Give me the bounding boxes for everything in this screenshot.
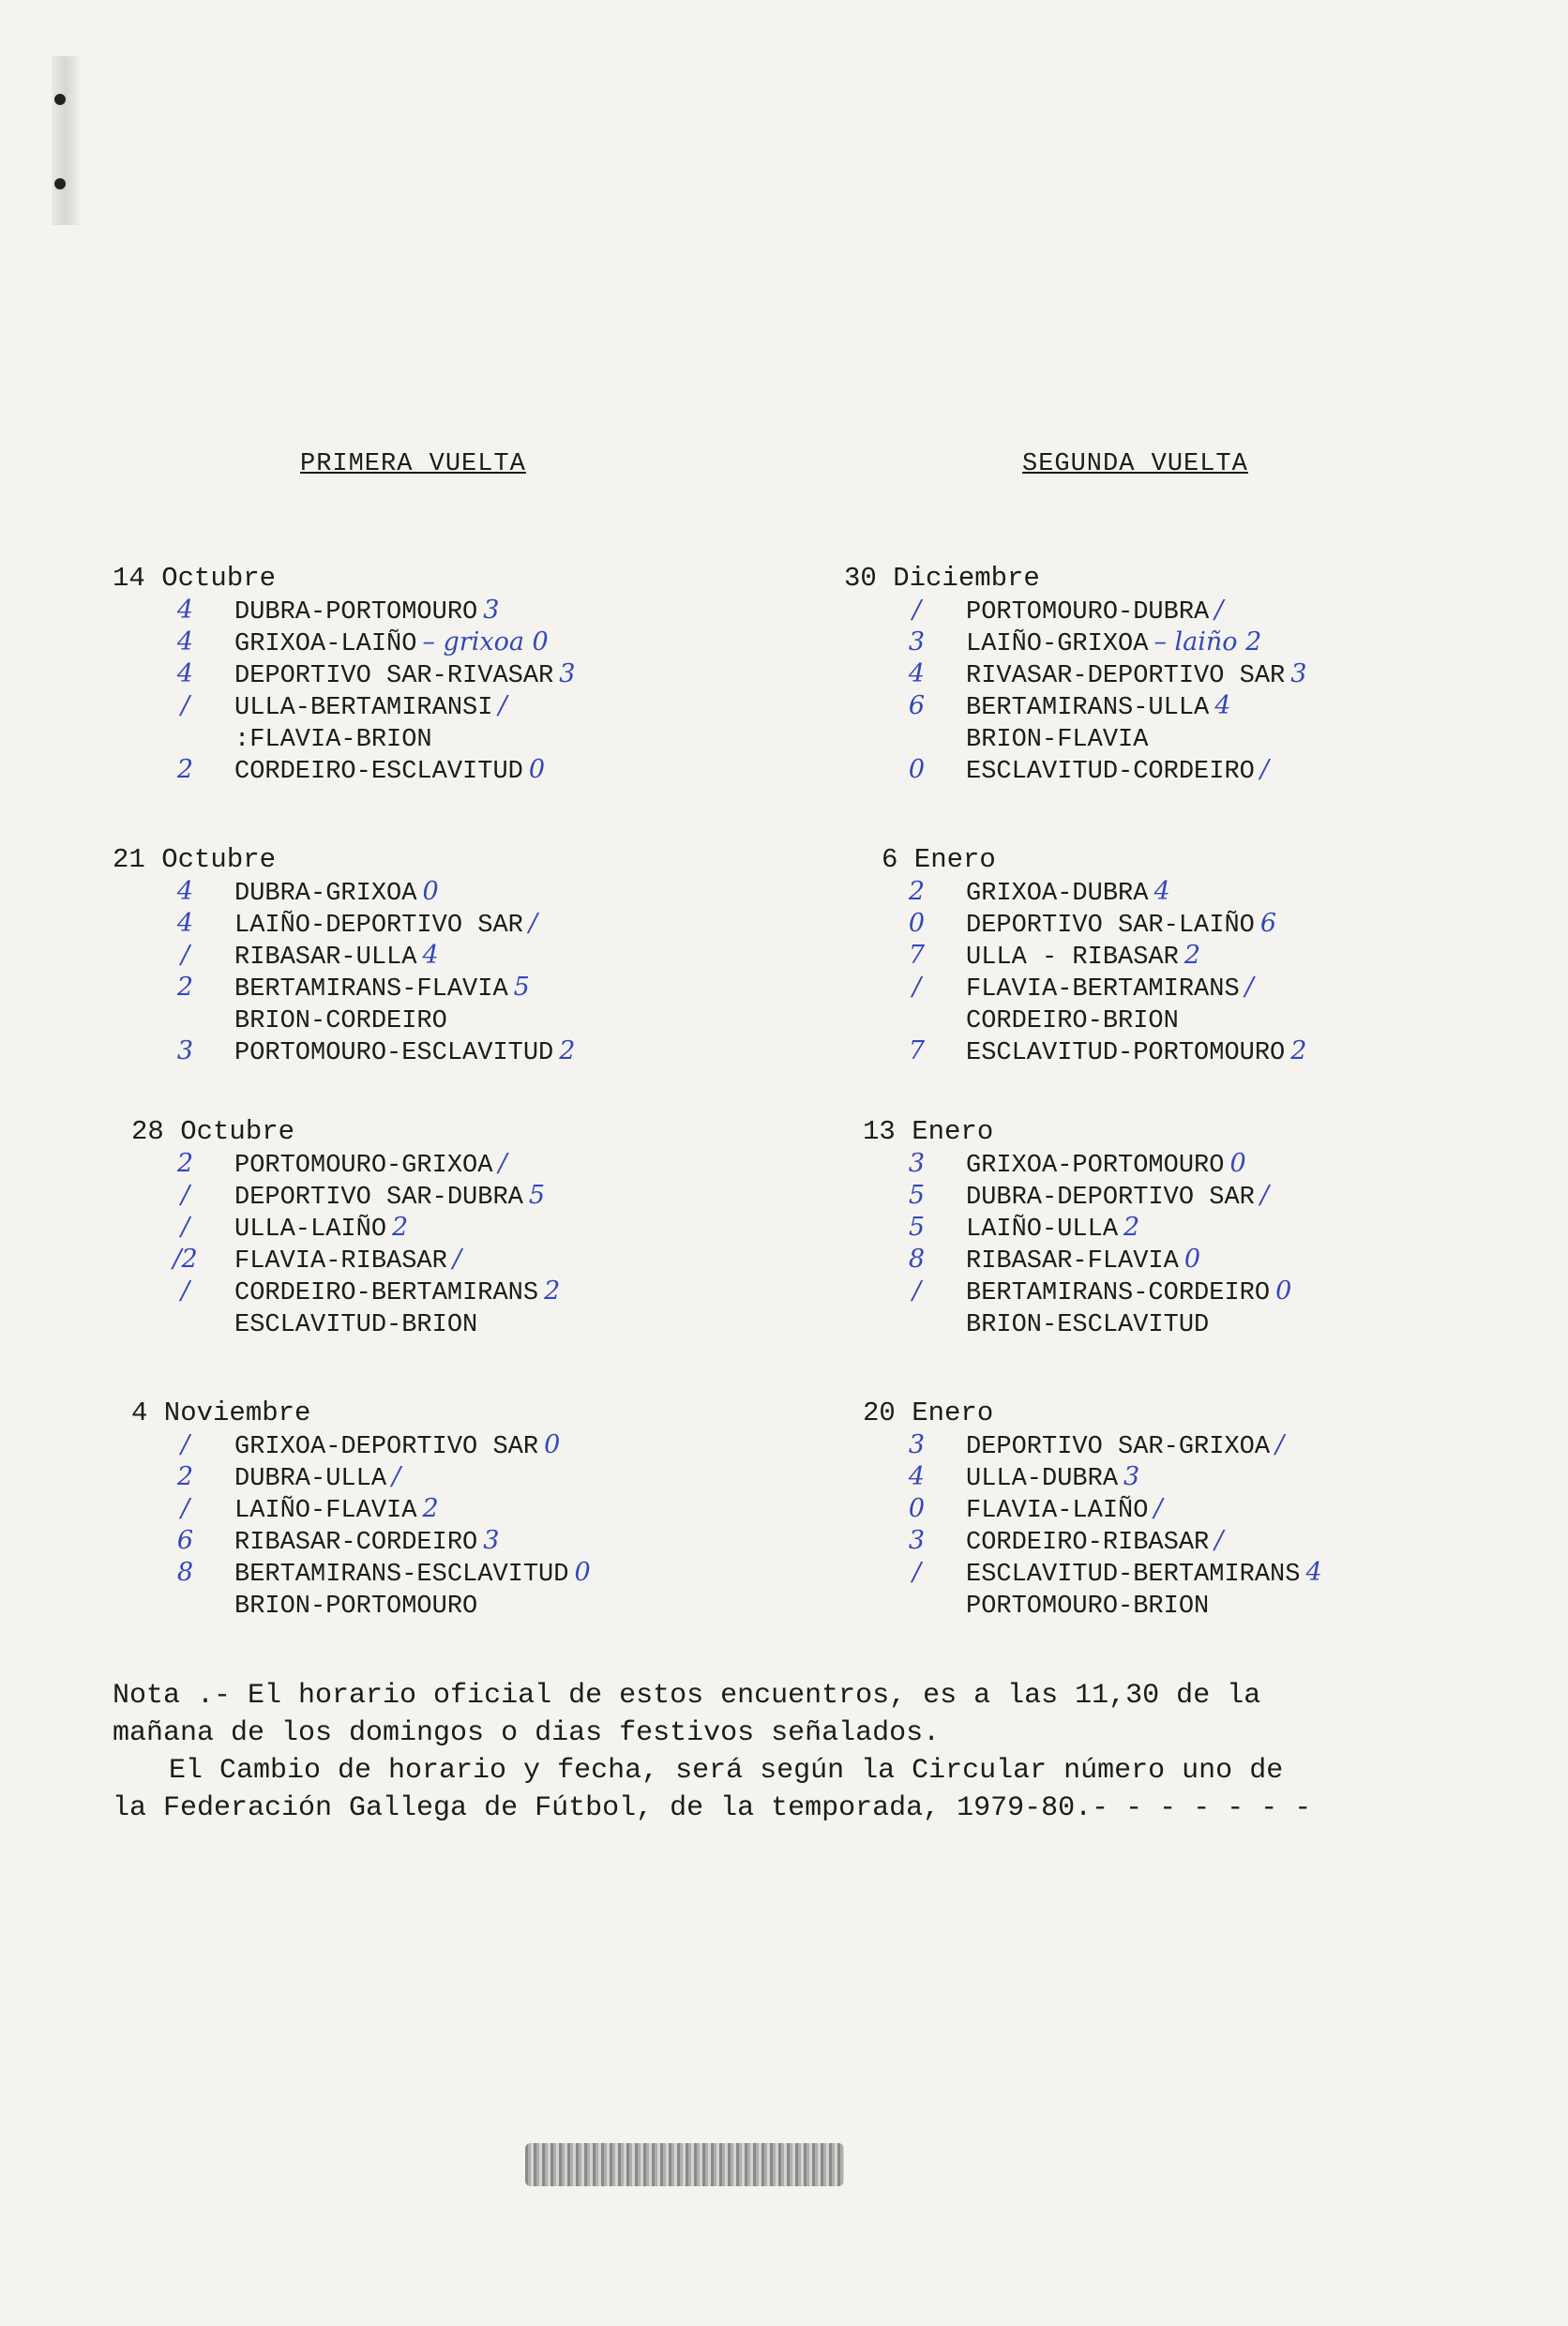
note-line: la Federación Gallega de Fútbol, de la temporada, 1979-80.- - - - - - - (113, 1792, 1312, 1824)
match-row (113, 1035, 769, 1067)
teams-text: CORDEIRO-ESCLAVITUD (234, 758, 523, 786)
handwritten-mark: / (180, 941, 190, 970)
match-teams (966, 1212, 1139, 1246)
teams-text: FLAVIA-BERTAMIRANS (966, 975, 1240, 1004)
teams-text: BERTAMIRANS-ULLA (966, 694, 1210, 722)
teams-text: ULLA-LAIÑO (234, 1216, 387, 1244)
teams-text: PORTOMOURO-BRION (966, 1593, 1210, 1621)
handwritten-mark: / (180, 1181, 190, 1210)
match-teams (234, 595, 499, 628)
handwritten-score: 0 (528, 755, 546, 784)
match-row (844, 754, 1500, 786)
match-teams (966, 876, 1170, 910)
match-row (844, 876, 1500, 908)
match-row (844, 1493, 1500, 1525)
match-teams (234, 1461, 400, 1495)
match-teams (234, 908, 537, 942)
handwritten-mark: / (180, 1213, 190, 1242)
handwritten-mark: 5 (908, 1181, 926, 1210)
match-row (113, 722, 769, 754)
teams-text: ESCLAVITUD-BRION (234, 1311, 478, 1339)
match-teams (966, 1557, 1322, 1591)
handwritten-score: 5 (513, 973, 530, 1002)
match-teams (234, 1557, 591, 1591)
teams-text: FLAVIA-LAIÑO (966, 1497, 1149, 1525)
match-row (844, 1004, 1500, 1035)
match-row (844, 722, 1500, 754)
match-row (113, 876, 769, 908)
handwritten-mark: 0 (908, 909, 926, 938)
match-teams (966, 690, 1230, 724)
ink-smudge (525, 2143, 844, 2186)
handwritten-score: 0 (544, 1430, 561, 1459)
handwritten-mark: 2 (176, 755, 194, 784)
teams-text: BRION-ESCLAVITUD (966, 1311, 1210, 1339)
match-teams (966, 1307, 1214, 1341)
match-row (113, 1212, 769, 1244)
match-teams (966, 627, 1261, 660)
handwritten-score: 4 (1305, 1558, 1322, 1587)
match-teams (234, 876, 439, 910)
handwritten-mark: 7 (908, 941, 926, 970)
handwritten-mark: 7 (908, 1036, 926, 1065)
handwritten-mark: /2 (173, 1245, 198, 1274)
handwritten-score: 2 (1184, 941, 1201, 970)
match-teams (966, 1035, 1306, 1069)
round-date: 20 Enero (863, 1397, 994, 1428)
teams-text: BRION-PORTOMOURO (234, 1593, 478, 1621)
handwritten-score: / (1259, 755, 1269, 784)
round-date: 14 Octubre (113, 563, 277, 594)
note-line: El Cambio de horario y fecha, será según la Circular número uno de (169, 1755, 1284, 1787)
match-row (844, 1429, 1500, 1461)
match-teams (234, 1276, 560, 1309)
match-row (844, 908, 1500, 940)
teams-text: PORTOMOURO-ESCLAVITUD (234, 1039, 554, 1067)
match-teams (234, 754, 545, 788)
handwritten-mark: 3 (908, 1526, 926, 1555)
match-teams (234, 1589, 483, 1623)
handwritten-score: 2 (1290, 1036, 1307, 1065)
handwritten-mark: 8 (176, 1558, 194, 1587)
teams-text: GRIXOA-LAIÑO (234, 630, 417, 658)
handwritten-score: / (1244, 973, 1254, 1002)
match-row (844, 1525, 1500, 1557)
handwritten-score: 4 (1214, 691, 1231, 720)
match-row (113, 627, 769, 658)
handwritten-score: / (498, 691, 507, 720)
match-row (113, 940, 769, 972)
match-row (113, 1004, 769, 1035)
handwritten-score: / (1275, 1430, 1285, 1459)
handwritten-mark: 4 (176, 659, 194, 688)
handwritten-mark: 6 (908, 691, 926, 720)
teams-text: LAIÑO-FLAVIA (234, 1497, 417, 1525)
teams-text: FLAVIA-RIBASAR (234, 1247, 447, 1276)
round-block (844, 1116, 1500, 1339)
handwritten-mark: 2 (908, 877, 926, 906)
round-block (113, 563, 769, 786)
match-teams (966, 1148, 1246, 1182)
match-row (844, 1276, 1500, 1307)
handwritten-mark: / (912, 973, 922, 1002)
match-teams (234, 1307, 483, 1341)
teams-text: GRIXOA-PORTOMOURO (966, 1152, 1225, 1180)
teams-text: DEPORTIVO SAR-DUBRA (234, 1184, 523, 1212)
teams-text: PORTOMOURO-DUBRA (966, 598, 1210, 627)
match-teams (966, 1004, 1184, 1037)
match-teams (234, 722, 438, 756)
handwritten-mark: / (180, 691, 190, 720)
match-row (113, 658, 769, 690)
match-teams (966, 972, 1254, 1005)
handwritten-score: 3 (559, 659, 576, 688)
match-teams (234, 1429, 560, 1463)
teams-text: DUBRA-GRIXOA (234, 880, 417, 908)
teams-text: DUBRA-DEPORTIVO SAR (966, 1184, 1255, 1212)
match-teams (234, 627, 549, 660)
match-teams (966, 1429, 1284, 1463)
match-row (844, 1461, 1500, 1493)
handwritten-mark: 3 (908, 1430, 926, 1459)
handwritten-score: 4 (422, 941, 439, 970)
match-row (113, 1461, 769, 1493)
match-row (844, 595, 1500, 627)
handwritten-score: 2 (544, 1276, 561, 1306)
teams-text: CORDEIRO-RIBASAR (966, 1529, 1210, 1557)
teams-text: ULLA-BERTAMIRANSI (234, 694, 493, 722)
match-teams (234, 658, 575, 692)
match-row (844, 1180, 1500, 1212)
teams-text: DEPORTIVO SAR-RIVASAR (234, 662, 554, 690)
match-row (844, 1244, 1500, 1276)
match-row (113, 908, 769, 940)
handwritten-mark: 2 (176, 973, 194, 1002)
match-row (844, 1212, 1500, 1244)
paper-crease (52, 56, 80, 225)
handwritten-mark: 0 (908, 1494, 926, 1523)
teams-text: BERTAMIRANS-CORDEIRO (966, 1279, 1271, 1307)
match-teams (966, 940, 1200, 974)
handwritten-score: 3 (483, 596, 500, 625)
round-block (844, 844, 1500, 1067)
round-date: 30 Diciembre (844, 563, 1040, 594)
match-teams (234, 1148, 507, 1182)
match-teams (966, 1493, 1163, 1527)
teams-text: LAIÑO-ULLA (966, 1216, 1119, 1244)
match-teams (234, 1525, 499, 1559)
match-row (113, 972, 769, 1004)
handwritten-mark: 2 (176, 1149, 194, 1178)
match-teams (234, 690, 507, 724)
match-teams (966, 1589, 1214, 1623)
footnote (113, 1677, 1463, 1827)
match-teams (966, 1461, 1139, 1495)
handwritten-score: / (1214, 1526, 1224, 1555)
teams-text: ESCLAVITUD-CORDEIRO (966, 758, 1255, 786)
match-row (113, 1307, 769, 1339)
match-row (844, 1035, 1500, 1067)
match-row (113, 1180, 769, 1212)
teams-text: DUBRA-PORTOMOURO (234, 598, 478, 627)
note-line: mañana de los domingos o dias festivos señalados. (113, 1717, 941, 1749)
match-teams (966, 908, 1276, 942)
teams-text: BERTAMIRANS-ESCLAVITUD (234, 1561, 569, 1589)
handwritten-score: / (452, 1245, 461, 1274)
match-teams (966, 1276, 1291, 1309)
handwritten-mark: 4 (176, 909, 194, 938)
round-block (113, 844, 769, 1067)
round-date: 28 Octubre (131, 1116, 295, 1147)
teams-text: RIBASAR-CORDEIRO (234, 1529, 478, 1557)
handwritten-score: 3 (1290, 659, 1307, 688)
teams-text: BRION-FLAVIA (966, 726, 1149, 754)
handwritten-score: – grixoa 0 (422, 627, 549, 657)
handwritten-score: / (498, 1149, 507, 1178)
handwritten-mark: 4 (908, 1462, 926, 1491)
handwritten-score: 0 (1275, 1276, 1292, 1306)
handwritten-mark: 3 (176, 1036, 194, 1065)
handwritten-mark: / (912, 1276, 922, 1306)
match-row (113, 1589, 769, 1621)
match-teams (966, 1525, 1223, 1559)
match-row (113, 1493, 769, 1525)
punch-hole (54, 94, 66, 105)
teams-text: ESCLAVITUD-PORTOMOURO (966, 1039, 1286, 1067)
match-teams (966, 595, 1223, 628)
teams-text: ESCLAVITUD-BERTAMIRANS (966, 1561, 1301, 1589)
handwritten-score: 4 (1153, 877, 1170, 906)
handwritten-mark: 4 (176, 877, 194, 906)
handwritten-score: / (1214, 596, 1224, 625)
handwritten-score: 0 (422, 877, 439, 906)
match-teams (234, 1035, 575, 1069)
round-block (844, 1397, 1500, 1621)
teams-text: CORDEIRO-BERTAMIRANS (234, 1279, 539, 1307)
handwritten-score: 3 (1123, 1462, 1140, 1491)
match-row (113, 690, 769, 722)
teams-text: GRIXOA-DUBRA (966, 880, 1149, 908)
handwritten-score: / (392, 1462, 401, 1491)
match-teams (966, 1180, 1269, 1214)
handwritten-score: 6 (1259, 909, 1277, 938)
handwritten-score: / (1153, 1494, 1163, 1523)
teams-text: PORTOMOURO-GRIXOA (234, 1152, 493, 1180)
handwritten-mark: 6 (176, 1526, 194, 1555)
punch-hole (54, 178, 66, 189)
handwritten-score: 2 (392, 1213, 409, 1242)
match-teams (966, 658, 1306, 692)
handwritten-mark: / (180, 1430, 190, 1459)
handwritten-mark: 8 (908, 1245, 926, 1274)
handwritten-score: 2 (422, 1494, 439, 1523)
handwritten-mark: / (180, 1276, 190, 1306)
round-block (113, 1397, 769, 1621)
handwritten-score: 5 (528, 1181, 546, 1210)
match-row (844, 940, 1500, 972)
handwritten-score: 2 (1123, 1213, 1140, 1242)
match-row (844, 1307, 1500, 1339)
match-teams (966, 1244, 1200, 1277)
column-title: SEGUNDA VUELTA (1022, 450, 1248, 478)
teams-text: RIVASAR-DEPORTIVO SAR (966, 662, 1286, 690)
match-row (113, 1148, 769, 1180)
handwritten-mark: 4 (176, 627, 194, 657)
handwritten-score: 0 (1229, 1149, 1246, 1178)
match-row (844, 972, 1500, 1004)
round-date: 13 Enero (863, 1116, 994, 1147)
match-row (844, 690, 1500, 722)
match-row (113, 754, 769, 786)
handwritten-mark: 3 (908, 627, 926, 657)
handwritten-mark: 3 (908, 1149, 926, 1178)
round-block (113, 1116, 769, 1339)
match-teams (234, 940, 439, 974)
match-row (113, 1276, 769, 1307)
round-date: 21 Octubre (113, 844, 277, 875)
teams-text: RIBASAR-ULLA (234, 944, 417, 972)
teams-text: BRION-CORDEIRO (234, 1007, 447, 1035)
teams-text: DUBRA-ULLA (234, 1465, 387, 1493)
handwritten-mark: 4 (176, 596, 194, 625)
handwritten-mark: / (180, 1494, 190, 1523)
handwritten-mark: 0 (908, 755, 926, 784)
match-row (844, 1589, 1500, 1621)
match-row (113, 1525, 769, 1557)
match-teams (234, 1493, 439, 1527)
teams-text: :FLAVIA-BRION (234, 726, 432, 754)
handwritten-score: 0 (574, 1558, 591, 1587)
handwritten-score: 3 (483, 1526, 500, 1555)
teams-text: ULLA - RIBASAR (966, 944, 1179, 972)
match-teams (234, 1212, 408, 1246)
match-teams (966, 754, 1269, 788)
match-row (844, 658, 1500, 690)
match-teams (234, 1244, 461, 1277)
match-row (844, 1148, 1500, 1180)
handwritten-mark: / (912, 596, 922, 625)
match-row (844, 1557, 1500, 1589)
match-teams (234, 1180, 545, 1214)
match-teams (966, 722, 1153, 756)
match-teams (234, 1004, 453, 1037)
match-row (113, 1429, 769, 1461)
match-row (113, 1557, 769, 1589)
match-row (844, 627, 1500, 658)
teams-text: DEPORTIVO SAR-LAIÑO (966, 912, 1255, 940)
handwritten-mark: 5 (908, 1213, 926, 1242)
handwritten-mark: 2 (176, 1462, 194, 1491)
handwritten-score: / (528, 909, 537, 938)
match-row (113, 595, 769, 627)
column-title: PRIMERA VUELTA (300, 450, 526, 478)
teams-text: RIBASAR-FLAVIA (966, 1247, 1179, 1276)
teams-text: BERTAMIRANS-FLAVIA (234, 975, 508, 1004)
teams-text: GRIXOA-DEPORTIVO SAR (234, 1433, 539, 1461)
handwritten-score: 2 (559, 1036, 576, 1065)
round-date: 4 Noviembre (131, 1397, 311, 1428)
handwritten-mark: 4 (908, 659, 926, 688)
handwritten-score: 0 (1184, 1245, 1201, 1274)
round-date: 6 Enero (882, 844, 996, 875)
round-block (844, 563, 1500, 786)
handwritten-mark: / (912, 1558, 922, 1587)
teams-text: DEPORTIVO SAR-GRIXOA (966, 1433, 1271, 1461)
note-line: Nota .- El horario oficial de estos encuentros, es a las 11,30 de la (113, 1680, 1261, 1712)
teams-text: ULLA-DUBRA (966, 1465, 1119, 1493)
teams-text: LAIÑO-DEPORTIVO SAR (234, 912, 523, 940)
handwritten-score: / (1259, 1181, 1269, 1210)
handwritten-score: – laiño 2 (1153, 627, 1262, 657)
teams-text: LAIÑO-GRIXOA (966, 630, 1149, 658)
match-teams (234, 972, 530, 1005)
teams-text: CORDEIRO-BRION (966, 1007, 1179, 1035)
match-row (113, 1244, 769, 1276)
